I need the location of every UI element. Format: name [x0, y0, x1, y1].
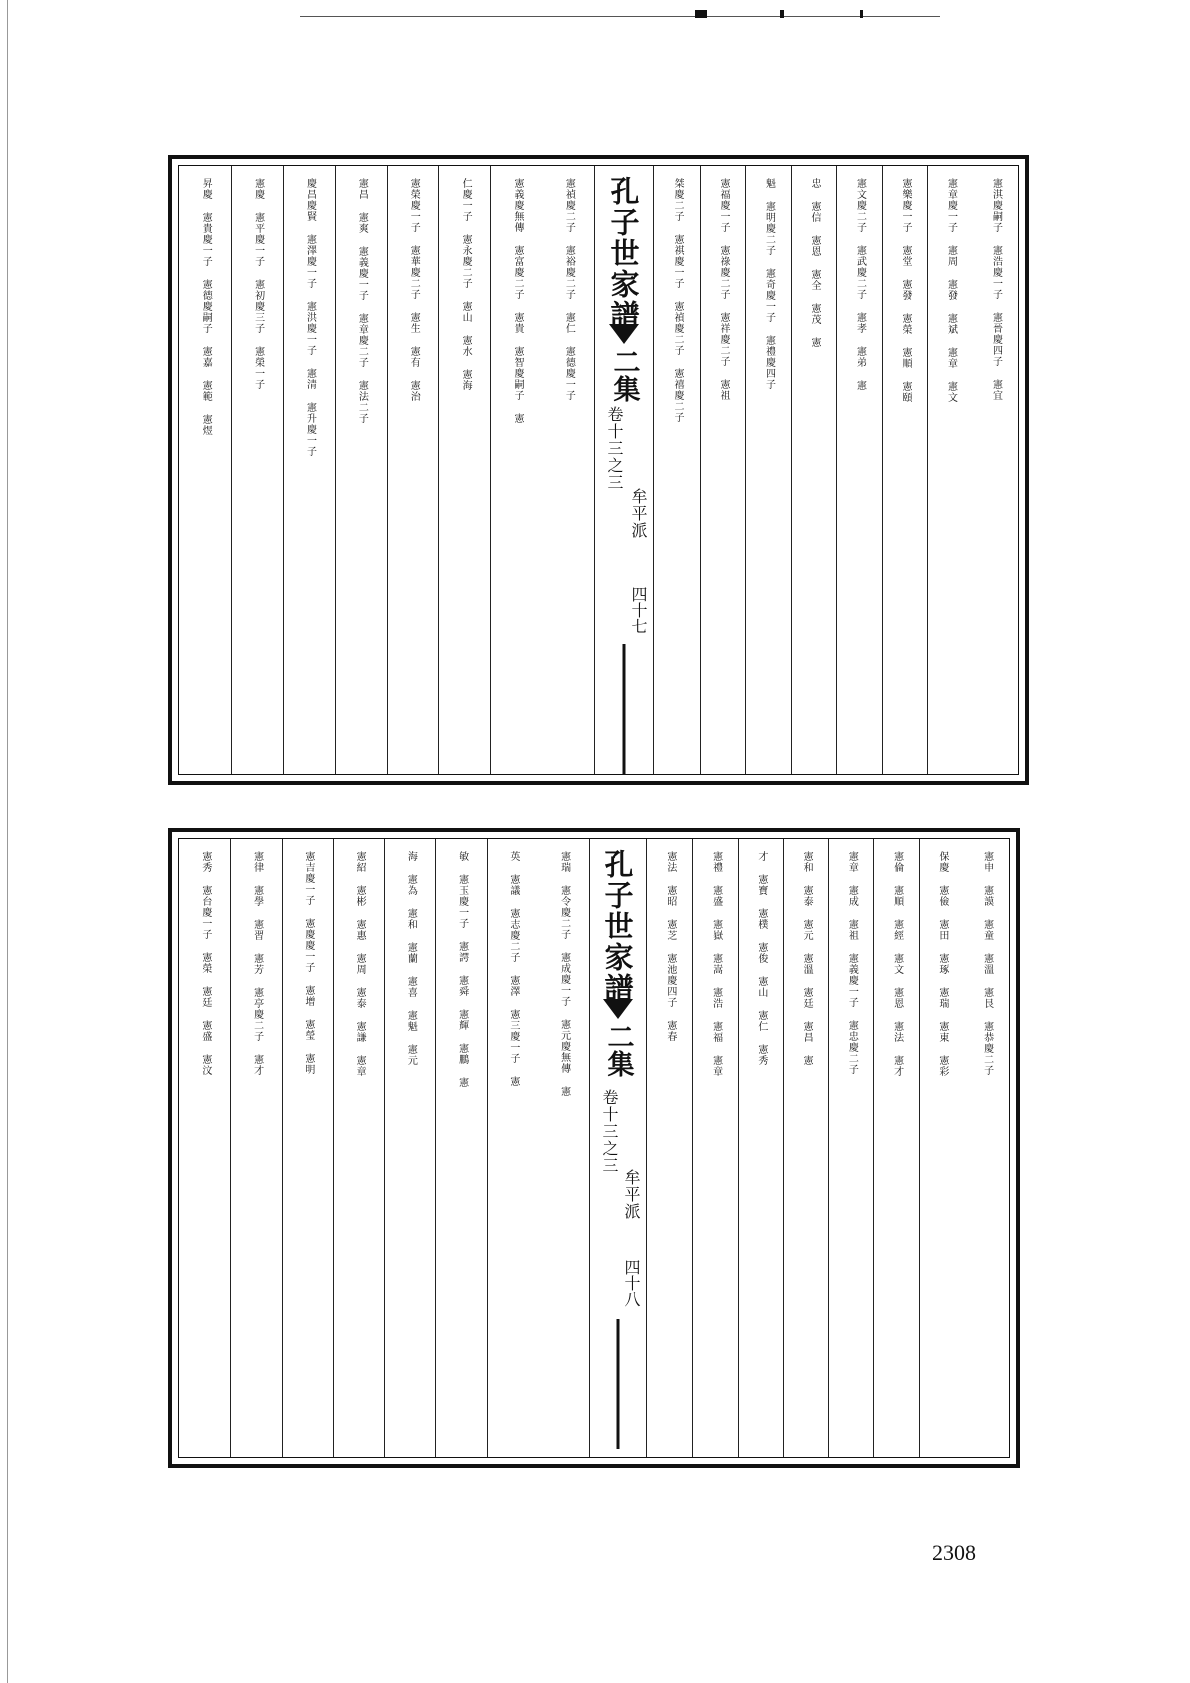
scan-top-marks [300, 8, 940, 20]
genealogy-column [828, 839, 873, 1457]
genealogy-column [335, 166, 387, 774]
column-text: 海 憲為 憲和 憲蘭 憲喜 憲魁 憲元 [405, 851, 417, 1066]
column-text: 憲榮慶一子 憲華慶二子 憲生 憲有 憲治 [408, 178, 420, 402]
column-text: 憲瑞 憲令慶二子 憲成慶一子 憲元慶無傳 憲 [558, 851, 570, 1097]
column-text: 保慶 憲儉 憲田 憲琢 憲瑞 憲東 憲彩 [936, 851, 948, 1077]
column-text: 才 憲寶 憲樸 憲俊 憲山 憲仁 憲秀 [755, 851, 767, 1066]
upper-page-frame [168, 155, 1029, 785]
black-bar [623, 644, 626, 774]
column-text: 桀慶二子 憲祺慶一子 憲禎慶二子 憲禧慶二子 [672, 178, 683, 423]
column-text: 憲章慶一子 憲周 憲發 憲斌 憲章 憲文 [945, 178, 957, 403]
genealogy-column [738, 839, 783, 1457]
genealogy-column [438, 166, 490, 774]
fish-tail-mark [609, 324, 639, 344]
genealogy-column [435, 839, 486, 1457]
fish-tail-mark [603, 999, 633, 1019]
genealogy-column [490, 166, 542, 774]
column-text: 憲文慶二子 憲武慶二子 憲孝 憲弟 憲 [854, 178, 866, 391]
column-text: 憲慶 憲平慶一子 憲初慶三子 憲榮一子 [252, 178, 264, 390]
branch-label: 牟平派 [629, 488, 648, 539]
column-text: 憲禎慶二子 憲裕慶二子 憲仁 憲德慶一子 [563, 178, 575, 401]
genealogy-column [783, 839, 828, 1457]
column-text: 敏 憲玉慶一子 憲諤 憲舜 憲輝 憲鵬 憲 [456, 851, 468, 1088]
genealogy-column [231, 166, 283, 774]
black-bar [617, 1319, 620, 1449]
column-text: 憲福慶一子 憲祿慶二子 憲祥慶二子 憲祖 [718, 178, 729, 401]
genealogy-column [333, 839, 384, 1457]
genealogy-column [487, 839, 538, 1457]
genealogy-column [745, 166, 791, 774]
genealogy-column [964, 839, 1009, 1457]
genealogy-column [647, 839, 692, 1457]
genealogy-column [927, 166, 973, 774]
genealogy-column [282, 839, 333, 1457]
column-text: 憲和 憲泰 憲元 憲溫 憲廷 憲昌 憲 [801, 851, 813, 1066]
genealogy-column [384, 839, 435, 1457]
genealogy-column [230, 839, 281, 1457]
column-text: 憲申 憲謨 憲童 憲溫 憲艮 憲恭慶二子 [981, 851, 993, 1076]
genealogy-column [882, 166, 928, 774]
volume-label: 二集 [602, 1023, 634, 1077]
genealogy-column [538, 839, 589, 1457]
genealogy-column [283, 166, 335, 774]
column-text: 憲禮 憲盛 憲嶽 憲嵩 憲浩 憲福 憲章 [710, 851, 722, 1077]
folio-number: 四十七 [629, 586, 648, 634]
column-text: 憲樂慶一子 憲堂 憲發 憲榮 憲順 憲頤 [900, 178, 911, 403]
column-text: 忠 憲信 憲恩 憲全 憲茂 憲 [809, 178, 820, 348]
genealogy-column [542, 166, 594, 774]
column-text: 憲淇慶嗣子 憲浩慶一子 憲晉慶四子 憲宜 [990, 178, 1002, 401]
column-text: 仁慶一子 憲永慶二子 憲山 憲水 憲海 [460, 178, 472, 391]
genealogy-column [387, 166, 439, 774]
genealogy-column [654, 166, 700, 774]
genealogy-column [700, 166, 746, 774]
column-text: 英 憲議 憲志慶二子 憲澤 憲三慶一子 憲 [507, 851, 519, 1087]
column-text: 昇慶 憲貴慶一子 憲德慶嗣子 憲嘉 憲範 憲煜 [200, 178, 212, 436]
column-text: 憲吉慶一子 憲慶慶一子 憲增 憲瑩 憲明 [302, 851, 314, 1075]
volume-label: 二集 [608, 348, 640, 402]
column-text: 憲義慶無傳 憲富慶二子 憲貴 憲智慶嗣子 憲 [511, 178, 523, 424]
genealogy-column [179, 839, 230, 1457]
page-number: 2308 [932, 1540, 976, 1565]
genealogy-column [692, 839, 737, 1457]
column-text: 憲倫 憲順 憲經 憲文 憲恩 憲法 憲才 [891, 851, 903, 1077]
upper-center-label [594, 166, 654, 774]
column-text: 憲章 憲成 憲祖 憲義慶一子 憲忠慶二子 [846, 851, 858, 1075]
column-text: 憲律 憲學 憲習 憲芳 憲亭慶二子 憲才 [251, 851, 263, 1076]
branch-label: 牟平派 [622, 1169, 641, 1220]
genealogy-column [873, 839, 918, 1457]
column-text: 憲法 憲昭 憲芝 憲池慶四子 憲春 [664, 851, 676, 1042]
genealogy-column [919, 839, 964, 1457]
lower-page-frame [168, 828, 1020, 1468]
genealogy-column [973, 166, 1019, 774]
page-edge-rule [7, 0, 8, 1683]
section-label: 卷十三之三 [605, 406, 624, 491]
genealogy-column [791, 166, 837, 774]
genealogy-title: 孔子世家譜 [600, 849, 635, 1004]
column-text: 憲昌 憲爽 憲義慶一子 憲章慶二子 憲法二子 [356, 178, 368, 424]
genealogy-column [179, 166, 231, 774]
column-text: 慶昌慶賢 憲澤慶一子 憲洪慶一子 憲清 憲升慶一子 [304, 178, 316, 457]
column-text: 憲紹 憲彬 憲惠 憲周 憲泰 憲謙 憲章 [354, 851, 366, 1077]
column-text: 魁 憲明慶二子 憲奇慶一子 憲禮慶四子 [763, 178, 775, 390]
section-label: 卷十三之三 [600, 1089, 619, 1174]
folio-number: 四十八 [622, 1259, 641, 1307]
genealogy-column [836, 166, 882, 774]
column-text: 憲秀 憲台慶一子 憲榮 憲廷 憲盛 憲汶 [199, 851, 211, 1076]
lower-center-label [589, 839, 647, 1457]
genealogy-title: 孔子世家譜 [606, 176, 641, 331]
